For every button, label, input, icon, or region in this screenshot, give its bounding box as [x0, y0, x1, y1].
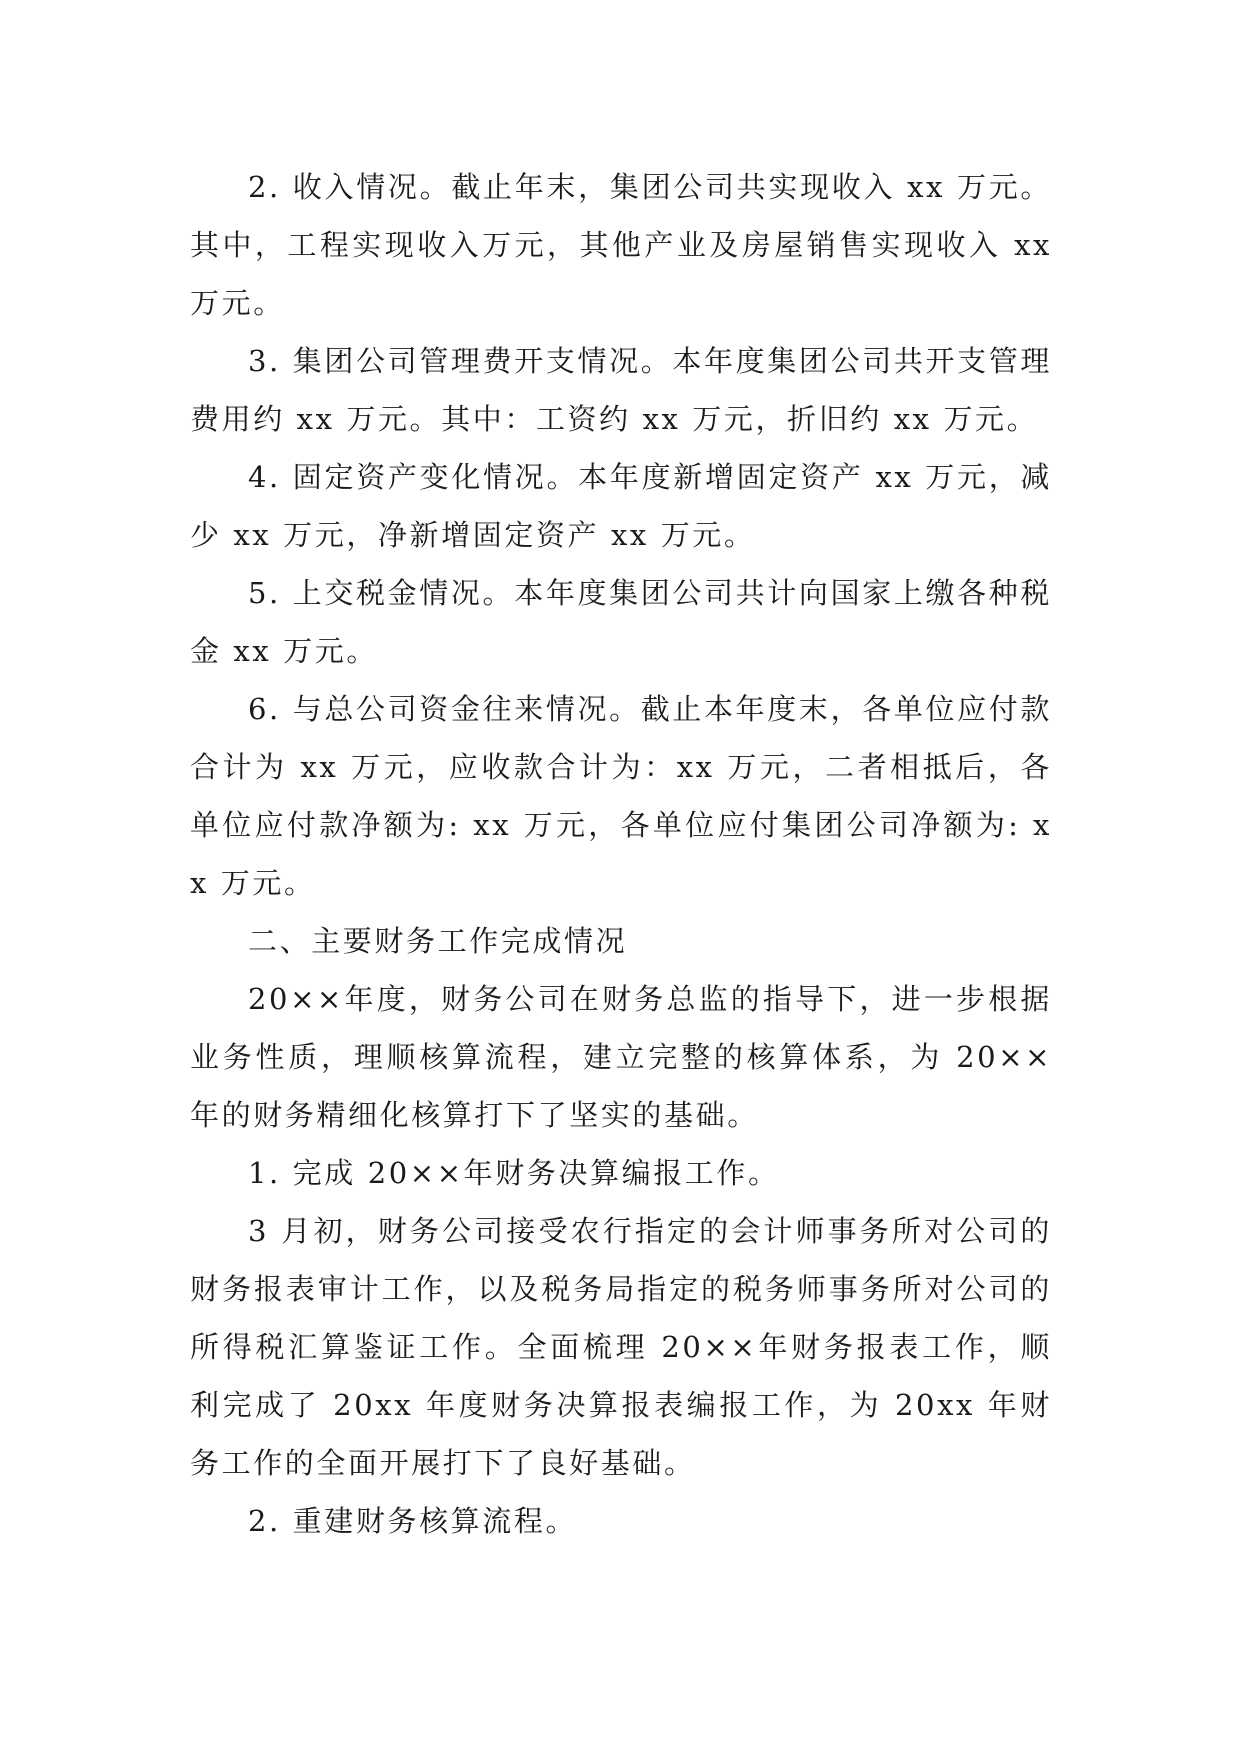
- document-body: [190, 158, 1052, 1550]
- paragraph-management-fees: 3. 集团公司管理费开支情况。本年度集团公司共开支管理费用约 xx 万元。其中：工资约 xx 万元，折旧约 xx 万元。: [190, 344, 1052, 436]
- paragraph-fixed-assets: 4. 固定资产变化情况。本年度新增固定资产 xx 万元，减少 xx 万元，净新增固定资产 xx 万元。: [190, 460, 1052, 552]
- paragraph-annual-overview: 20××年度，财务公司在财务总监的指导下，进一步根据业务性质，理顺核算流程，建立完整的核算体系，为 20××年的财务精细化核算打下了坚实的基础。: [190, 982, 1052, 1132]
- paragraph-fund-transactions: 6. 与总公司资金往来情况。截止本年度末，各单位应付款合计为 xx 万元，应收款合计为：xx 万元，二者相抵后，各单位应付款净额为: xx 万元，各单位应付集团公司净额为: xx 万元。: [190, 692, 1052, 900]
- paragraph-audit-work: 3 月初，财务公司接受农行指定的会计师事务所对公司的财务报表审计工作，以及税务局指定的税务师事务所对公司的所得税汇算鉴证工作。全面梳理 20××年财务报表工作，顺利完成了 20xx 年度财务决算报表编报工作，为 20xx 年财务工作的全面开展打下了良好基础。: [190, 1214, 1052, 1480]
- paragraph-item-final-accounts: 1. 完成 20××年财务决算编报工作。: [248, 1156, 780, 1190]
- paragraph-item-accounting-process: 2. 重建财务核算流程。: [248, 1504, 578, 1538]
- section-heading-main-work: 二、主要财务工作完成情况: [248, 924, 628, 958]
- paragraph-income: 2. 收入情况。截止年末，集团公司共实现收入 xx 万元。其中，工程实现收入万元，其他产业及房屋销售实现收入 xx 万元。: [190, 170, 1052, 320]
- paragraph-taxes: 5. 上交税金情况。本年度集团公司共计向国家上缴各种税金 xx 万元。: [190, 576, 1052, 668]
